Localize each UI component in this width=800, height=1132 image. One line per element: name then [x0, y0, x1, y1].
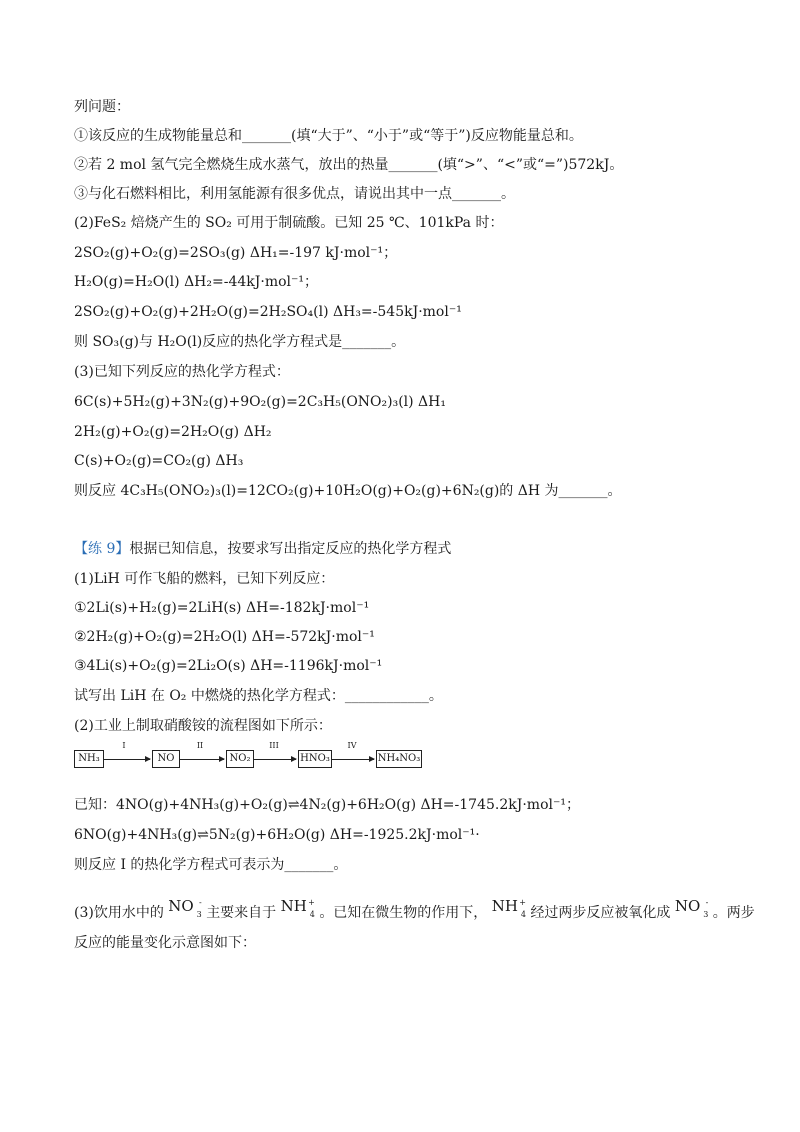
ion-charge: - — [199, 898, 202, 907]
nitrate-ion — [675, 895, 708, 917]
ammonium-ion — [492, 895, 526, 917]
text-line: (2)FeS₂ 焙烧产生的 SO₂ 可用于制硫酸。已知 25 ℃、101kPa 时： — [74, 215, 504, 231]
ion-charge: - — [705, 898, 709, 907]
text-line: (3)已知下列反应的热化学方程式： — [74, 364, 290, 380]
flow-step-label: I — [122, 741, 126, 750]
text-line: ①该反应的生成物能量总和_______(填“大于”、“小于”或“等于”)反应物能量总和。 — [74, 128, 583, 144]
practice-heading — [74, 540, 451, 558]
ammonium-ion — [281, 895, 315, 917]
nitrate-ion — [168, 895, 201, 917]
text-line — [74, 895, 755, 924]
flow-node: NO — [152, 750, 180, 768]
ion-base: NO — [674, 897, 701, 915]
text-line: 则 SO₃(g)与 H₂O(l)反应的热化学方程式是_______。 — [74, 334, 406, 350]
text-line: 则反应 I 的热化学方程式可表示为_______。 — [74, 857, 348, 873]
equation-line: C(s)+O₂(g)=CO₂(g) ΔH₃ — [74, 453, 244, 469]
ion-subscript: 3 — [703, 910, 709, 919]
text-fragment: 。已知在微生物的作用下， — [319, 905, 488, 921]
text-line: 列问题： — [74, 99, 130, 115]
text-line: (1)LiH 可作飞船的燃料，已知下列反应： — [74, 571, 335, 587]
flow-node: NO₂ — [226, 750, 254, 768]
equation-line: 2SO₂(g)+O₂(g)=2SO₃(g) ΔH₁=-197 kJ·mol⁻¹； — [74, 245, 398, 261]
flow-node: NH₃ — [74, 750, 104, 768]
ion-base: NO — [168, 897, 194, 915]
text-fragment: 经过两步反应被氧化成 — [530, 905, 671, 921]
ion-base: NH — [491, 897, 518, 915]
flow-step-label: III — [269, 741, 279, 750]
text-line: 反应的能量变化示意图如下： — [74, 935, 256, 951]
flow-arrow — [254, 759, 296, 760]
text-line: 则反应 4C₃H₅(ONO₂)₃(l)=12CO₂(g)+10H₂O(g)+O₂(g)+6N₂(g)的 ΔH 为_______。 — [74, 483, 622, 499]
text-line: 试写出 LiH 在 O₂ 中燃烧的热化学方程式：____________。 — [74, 688, 443, 704]
flow-step-label: II — [196, 741, 204, 750]
equation-line: 已知：4NO(g)+4NH₃(g)+O₂(g)⇌4N₂(g)+6H₂O(g) ΔH=-1745.2kJ·mol⁻¹； — [74, 797, 580, 813]
equation-line: 6NO(g)+4NH₃(g)⇌5N₂(g)+6H₂O(g) ΔH=-1925.2kJ·mol⁻¹· — [74, 827, 480, 843]
equation-line: H₂O(g)=H₂O(l) ΔH₂=-44kJ·mol⁻¹； — [74, 274, 319, 290]
ion-subscript: 4 — [520, 910, 526, 919]
text-fragment: (3)饮用水中的 — [74, 905, 164, 921]
equation-line: ③4Li(s)+O₂(g)=2Li₂O(s) ΔH=-1196kJ·mol⁻¹ — [74, 658, 383, 674]
equation-line: ②2H₂(g)+O₂(g)=2H₂O(l) ΔH=-572kJ·mol⁻¹ — [74, 629, 375, 645]
equation-line: 2SO₂(g)+O₂(g)+2H₂O(g)=2H₂SO₄(l) ΔH₃=-545kJ·mol⁻¹ — [74, 304, 462, 320]
equation-line: ①2Li(s)+H₂(g)=2LiH(s) ΔH=-182kJ·mol⁻¹ — [74, 600, 370, 616]
flow-node: NH₄NO₃ — [376, 750, 422, 768]
text-fragment: 。两步 — [712, 905, 755, 921]
text-line: ③与化石燃料相比，利用氢能源有很多优点，请说出其中一点_______。 — [74, 186, 515, 202]
text-line: ②若 2 mol 氢气完全燃烧生成水蒸气，放出的热量_______(填“>”、“<”或“=”)572kJ。 — [74, 157, 624, 173]
equation-line: 6C(s)+5H₂(g)+3N₂(g)+9O₂(g)=2C₃H₅(ONO₂)₃(l) ΔH₁ — [74, 394, 446, 410]
flow-arrow — [104, 759, 150, 760]
text-fragment: 主要来自于 — [206, 905, 277, 921]
ion-subscript: 4 — [309, 910, 315, 919]
text-line: (2)工业上制取硝酸铵的流程图如下所示： — [74, 718, 332, 734]
ion-base: NH — [280, 897, 307, 915]
practice-title: 根据已知信息，按要求写出指定反应的热化学方程式 — [129, 541, 452, 557]
flow-arrow — [180, 759, 224, 760]
flow-step-label: IV — [347, 741, 357, 750]
practice-tag: 【练 9】 — [74, 541, 130, 557]
ion-subscript: 3 — [196, 910, 202, 919]
equation-line: 2H₂(g)+O₂(g)=2H₂O(g) ΔH₂ — [74, 424, 272, 440]
ion-charge: + — [308, 898, 315, 907]
ion-charge: + — [519, 898, 526, 907]
flow-arrow — [332, 759, 374, 760]
flow-node: HNO₃ — [298, 750, 332, 768]
